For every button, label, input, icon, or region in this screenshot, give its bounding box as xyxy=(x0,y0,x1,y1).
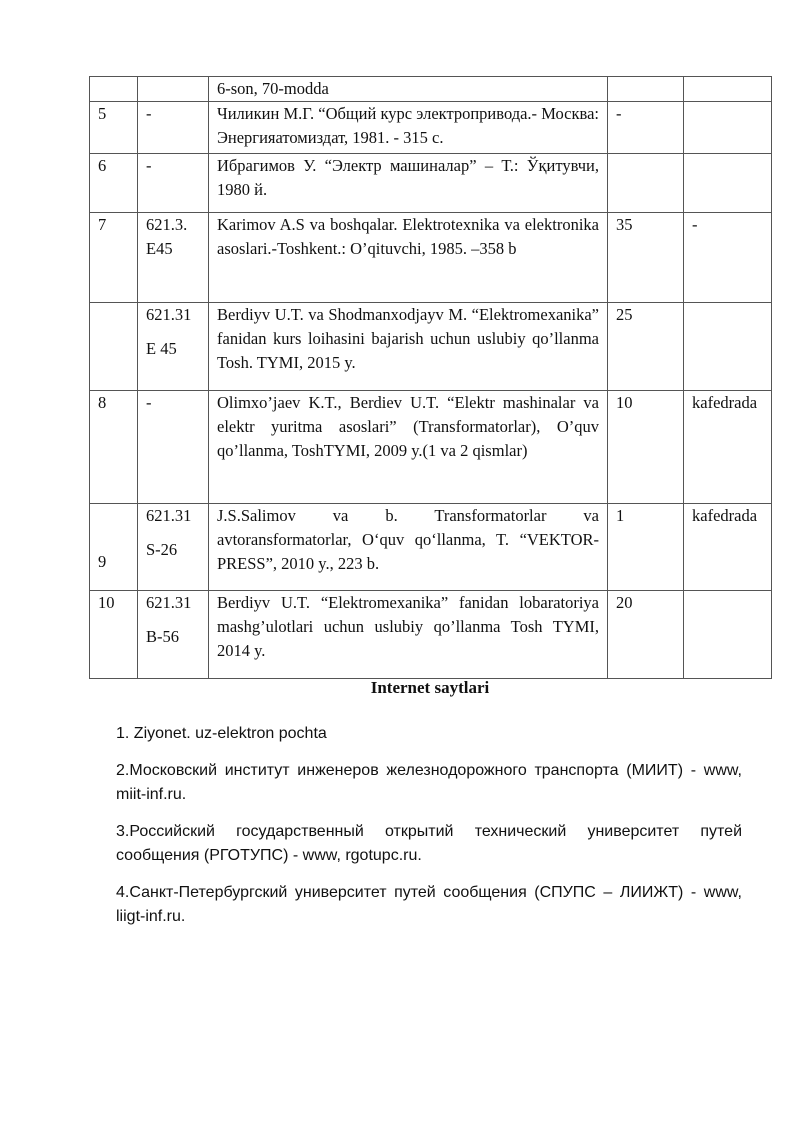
table-row xyxy=(90,303,772,391)
row-count: 35 xyxy=(608,213,684,303)
row-code-line1: 621.31 xyxy=(146,593,192,612)
row-number: 6 xyxy=(90,154,138,213)
row-number: 7 xyxy=(90,213,138,303)
row-code xyxy=(138,213,209,303)
row-code xyxy=(138,303,209,391)
row-code-line1: 621.31 xyxy=(146,506,192,525)
row-location xyxy=(684,303,772,391)
row-number xyxy=(90,303,138,391)
section-title: Internet saytlari xyxy=(370,678,490,697)
row-reference: Чиликин М.Г. “Общий курс электропривода.- Москва: Энергияатомиздат, 1981. - 315 с. xyxy=(209,102,608,154)
row-number xyxy=(90,77,138,102)
row-number: 9 xyxy=(90,504,138,591)
row-location xyxy=(684,77,772,102)
row-count: 25 xyxy=(608,303,684,391)
row-code xyxy=(138,591,209,679)
row-reference: Olimxo’jaev K.T., Berdiev U.T. “Elektr mashinalar va elektr yuritma asoslari” (Transformatorlar), O’quv qo’llanma, ToshTYMI, 2009 y.(1 va 2 qismlar) xyxy=(209,391,608,504)
row-reference: Ибрагимов У. “Электр машиналар” – Т.: Ўқитувчи, 1980 й. xyxy=(209,154,608,213)
row-code: - xyxy=(138,154,209,213)
table-row xyxy=(90,591,772,679)
row-count xyxy=(608,154,684,213)
table-row xyxy=(90,504,772,591)
row-location: - xyxy=(684,213,772,303)
row-code-line2: S-26 xyxy=(146,540,178,559)
table-row xyxy=(90,391,772,504)
row-code xyxy=(138,504,209,591)
row-reference: J.S.Salimov va b. Transformatorlar va avtoransformatorlar, O‘quv qo‘llanma, T. “VEKTOR-PRESS”, 2010 y., 223 b. xyxy=(209,504,608,591)
list-item: 3.Российский государственный открытий технический университет путей сообщения (РГОТУПС) - www, rgotupc.ru. xyxy=(116,823,742,864)
row-count xyxy=(608,77,684,102)
row-number: 10 xyxy=(90,591,138,679)
row-code: - xyxy=(138,102,209,154)
list-item: 2.Московский институт инженеров железнодорожного транспорта (МИИТ) - www, miit-inf.ru. xyxy=(116,762,742,803)
row-location xyxy=(684,591,772,679)
list-item: 1. Ziyonet. uz-elektron pochta xyxy=(116,725,327,742)
row-count: 1 xyxy=(608,504,684,591)
row-code-line1: 621.3. xyxy=(146,215,188,234)
table-row xyxy=(90,154,772,213)
row-count: - xyxy=(608,102,684,154)
list-item: 4.Санкт-Петербургский университет путей сообщения (СПУПС – ЛИИЖТ) - www, liigt-inf.ru. xyxy=(116,884,742,925)
table-row xyxy=(90,213,772,303)
row-code-line2: B-56 xyxy=(146,627,179,646)
row-location: kafedrada xyxy=(684,391,772,504)
row-code-line2: E 45 xyxy=(146,339,177,358)
row-code xyxy=(138,77,209,102)
row-code-line2: E45 xyxy=(146,239,173,258)
row-count: 20 xyxy=(608,591,684,679)
row-number: 8 xyxy=(90,391,138,504)
row-code-line1: 621.31 xyxy=(146,305,192,324)
row-reference: Karimov A.S va boshqalar. Elektrotexnika va elektronika asoslari.-Toshkent.: O’qituvchi, 1985. –358 b xyxy=(209,213,608,303)
table-row xyxy=(90,102,772,154)
internet-sites-list xyxy=(116,722,742,942)
row-location xyxy=(684,154,772,213)
row-reference: Berdiyv U.T. va Shodmanxodjayv M. “Elektromexanika” fanidan kurs loihasini bajarish uchun uslubiy qo’llanma Tosh. TYMI, 2015 y. xyxy=(209,303,608,391)
row-count: 10 xyxy=(608,391,684,504)
row-number: 5 xyxy=(90,102,138,154)
row-reference: Berdiyv U.T. “Elektromexanika” fanidan lobaratoriya mashg’ulotlari uchun uslubiy qo’llanma Tosh TYMI, 2014 y. xyxy=(209,591,608,679)
row-location xyxy=(684,102,772,154)
row-code: - xyxy=(138,391,209,504)
row-reference: 6-son, 70-modda xyxy=(209,77,608,102)
references-table xyxy=(89,76,772,679)
row-location: kafedrada xyxy=(684,504,772,591)
table-row xyxy=(90,77,772,102)
